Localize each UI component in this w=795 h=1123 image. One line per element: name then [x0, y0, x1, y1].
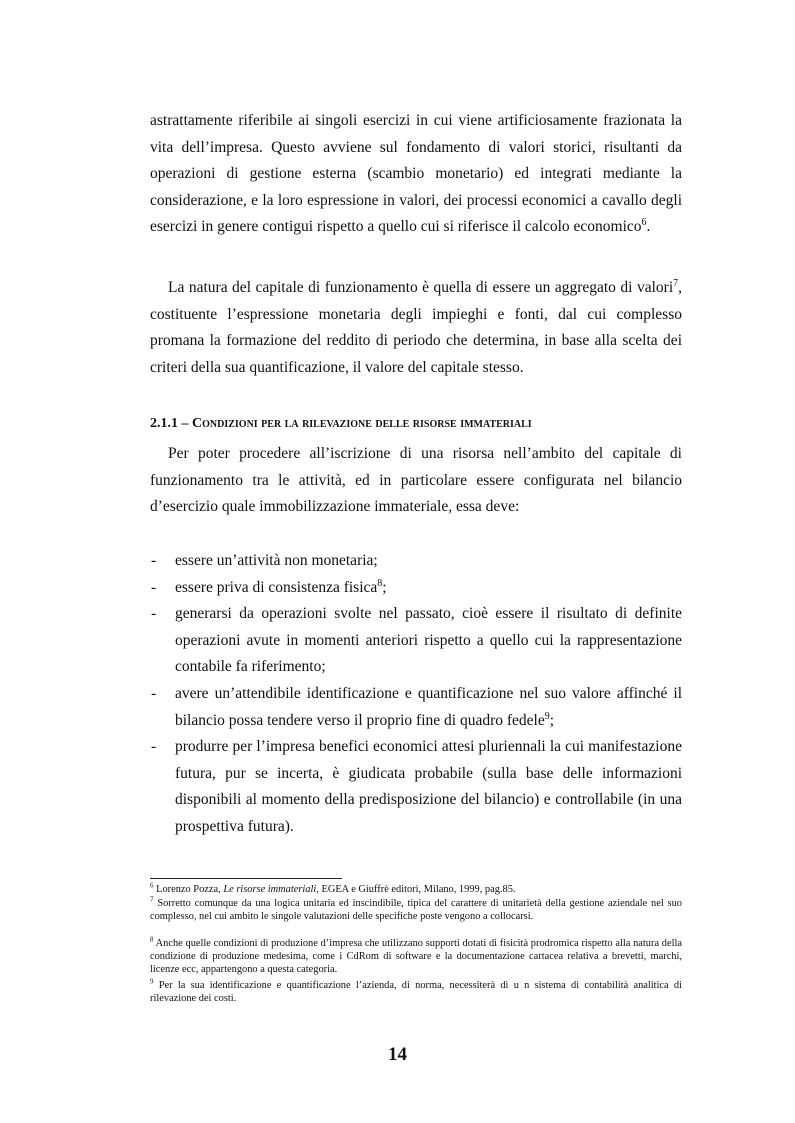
list-dash: - — [151, 738, 157, 756]
footnote-7 — [150, 895, 682, 924]
footnote-text: Lorenzo Pozza, — [153, 884, 224, 895]
footnote-ref-6[interactable]: 6 — [641, 217, 647, 229]
intro-paragraph: Per poter procedere all’iscrizione di una risorsa nell’ambito del capitale di funzionamento tra le attività, ed in particolare essere configurata nel bilancio d’esercizio quale immobilizzazione immateriale, essa deve: — [150, 445, 682, 516]
page-number: 14 — [388, 1044, 407, 1065]
footnote-ref-9[interactable]: 9 — [544, 710, 550, 722]
paragraph-1-end: . — [646, 218, 651, 236]
footnote-number: 6 — [150, 881, 154, 890]
section-title: Condizioni per la rilevazione delle risorse immateriali — [192, 416, 532, 431]
list-dash: - — [151, 684, 157, 702]
section-number: 2.1.1 – — [150, 416, 192, 431]
footnote-9 — [150, 977, 682, 1006]
footnote-6 — [150, 881, 682, 897]
footnote-ref-8[interactable]: 8 — [377, 577, 383, 589]
list-item — [150, 681, 682, 734]
list-item-text: avere un’attendibile identificazione e quantificazione nel suo valore affinché il bilancio possa tendere verso il proprio fine di quadro fedele — [175, 684, 682, 729]
paragraph-2 — [150, 275, 682, 381]
list-item — [150, 575, 682, 602]
list-item-text: produrre per l’impresa benefici economici attesi pluriennali la cui manifestazione futura, pur se incerta, è giudicata probabile (sulla base delle informazioni disponibili al momento della predisposizione del bilancio) e controllabile (in una prospettiva futura). — [175, 738, 682, 835]
paragraph-1-text: astrattamente riferibile ai singoli esercizi in cui viene artificiosamente frazionata la vita dell’impresa. Questo avviene sul fondamento di valori storici, risultanti da operazioni di gestione esterna (scambio monetario) ed integrati mediante la considerazione, e la loro espressione in valori, dei processi economici a cavallo degli esercizi in genere contigui rispetto a quello cui si riferisce il calcolo economico — [150, 112, 682, 236]
footnote-number: 8 — [150, 935, 154, 944]
paragraph-2-text-a: La natura del capitale di funzionamento è quella di essere un aggregato di valori — [168, 279, 674, 296]
requirements-list — [150, 548, 682, 841]
list-item-text-end: ; — [382, 578, 387, 596]
footnote-text: Per la sua identificazione e quantificazione l’azienda, di norma, necessiterà di u n sistema di contabilità analitica di rilevazione dei costi. — [150, 980, 682, 1004]
section-heading — [150, 416, 532, 432]
footnote-divider — [150, 878, 342, 879]
list-dash: - — [151, 578, 157, 596]
list-item — [150, 601, 682, 681]
footnote-text: Sorretto comunque da una logica unitaria ed inscindibile, tipica del carattere di unitarietà della gestione aziendale nel suo complesso, nel cui ambito le singole valutazioni delle specifiche poste vengono a collocarsi. — [150, 898, 682, 922]
paragraph-2-text-b: , costituente l’espressione monetaria degli impieghi e fonti, dal cui complesso promana la formazione del reddito di periodo che determina, in base alla scelta dei criteri della sua quantificazione, il valore del capitale stesso. — [150, 279, 682, 376]
list-dash: - — [151, 605, 157, 623]
list-item-text: essere un’attività non monetaria; — [175, 552, 378, 569]
footnote-text-end: , EGEA e Giuffrè editori, Milano, 1999, pag.85. — [316, 884, 516, 895]
footnote-8 — [150, 935, 682, 976]
list-item-text-end: ; — [549, 711, 555, 729]
footnote-number: 9 — [150, 977, 154, 986]
footnote-number: 7 — [150, 895, 154, 904]
footnote-ref-7[interactable]: 7 — [673, 277, 679, 289]
list-dash: - — [151, 552, 157, 569]
list-item-text: essere priva di consistenza fisica — [175, 578, 378, 596]
paragraph-1 — [150, 108, 682, 241]
list-item-text: generarsi da operazioni svolte nel passato, cioè essere il risultato di definite operazioni avute in momenti anteriori rispetto a quello cui la rappresentazione contabile fa riferimento; — [175, 605, 682, 676]
list-item — [150, 548, 682, 575]
footnote-text: Anche quelle condizioni di produzione d’impresa che utilizzano supporti dotati di fisicità prodromica rispetto alla natura della condizione di produzione medesima, come i CdRom di software e la documentazione cartacea relativa a brevetti, marchi, licenze ecc, appartengono a questa categoria. — [150, 938, 682, 975]
list-item — [150, 734, 682, 840]
footnote-book-title: Le risorse immateriali — [223, 884, 317, 895]
